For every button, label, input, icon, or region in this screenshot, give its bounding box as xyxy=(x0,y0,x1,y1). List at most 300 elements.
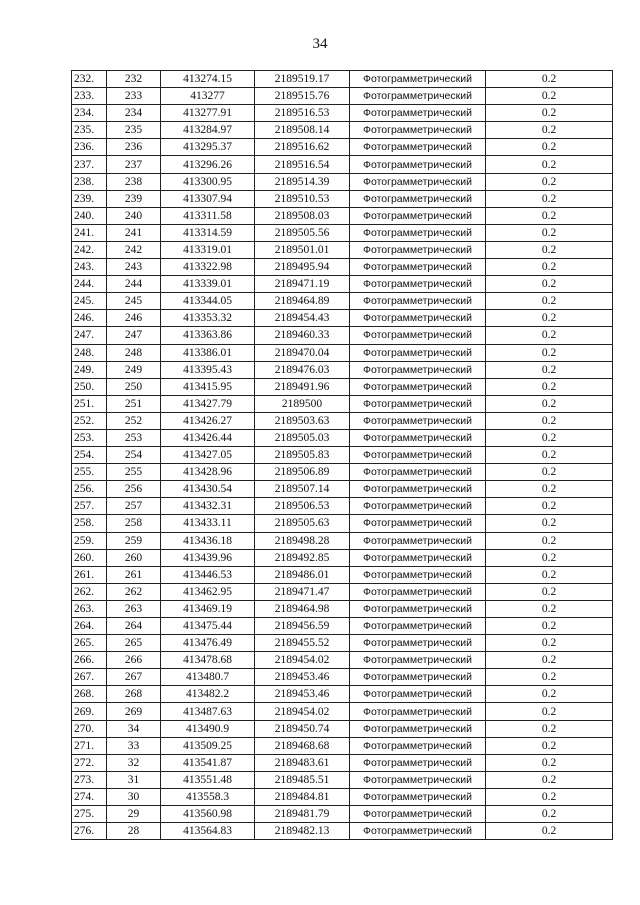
point-number-cell: 246 xyxy=(107,310,161,327)
table-row xyxy=(72,156,613,173)
point-number-cell: 234 xyxy=(107,105,161,122)
y-coordinate-cell: 2189453.46 xyxy=(255,669,350,686)
x-coordinate-cell: 413462.95 xyxy=(161,583,255,600)
table-row xyxy=(72,703,613,720)
y-coordinate-cell: 2189470.04 xyxy=(255,344,350,361)
y-coordinate-cell: 2189471.19 xyxy=(255,276,350,293)
accuracy-cell: 0.2 xyxy=(486,515,613,532)
x-coordinate-cell: 413490.9 xyxy=(161,720,255,737)
y-coordinate-cell: 2189506.53 xyxy=(255,498,350,515)
accuracy-cell: 0.2 xyxy=(486,618,613,635)
table-row xyxy=(72,549,613,566)
accuracy-cell: 0.2 xyxy=(486,635,613,652)
point-number-cell: 264 xyxy=(107,618,161,635)
table-row xyxy=(72,806,613,823)
accuracy-cell: 0.2 xyxy=(486,498,613,515)
point-number-cell: 260 xyxy=(107,549,161,566)
accuracy-cell: 0.2 xyxy=(486,395,613,412)
method-cell: Фотограмметрический xyxy=(350,156,486,173)
accuracy-cell: 0.2 xyxy=(486,737,613,754)
point-number-cell: 32 xyxy=(107,754,161,771)
row-index-cell: 252. xyxy=(72,412,107,429)
x-coordinate-cell: 413277 xyxy=(161,88,255,105)
y-coordinate-cell: 2189482.13 xyxy=(255,823,350,840)
y-coordinate-cell: 2189460.33 xyxy=(255,327,350,344)
row-index-cell: 255. xyxy=(72,464,107,481)
x-coordinate-cell: 413428.96 xyxy=(161,464,255,481)
point-number-cell: 253 xyxy=(107,429,161,446)
table-row xyxy=(72,276,613,293)
point-number-cell: 244 xyxy=(107,276,161,293)
method-cell: Фотограмметрический xyxy=(350,515,486,532)
y-coordinate-cell: 2189471.47 xyxy=(255,583,350,600)
method-cell: Фотограмметрический xyxy=(350,618,486,635)
accuracy-cell: 0.2 xyxy=(486,378,613,395)
point-number-cell: 243 xyxy=(107,259,161,276)
y-coordinate-cell: 2189505.63 xyxy=(255,515,350,532)
table-row xyxy=(72,327,613,344)
method-cell: Фотограмметрический xyxy=(350,259,486,276)
method-cell: Фотограмметрический xyxy=(350,669,486,686)
x-coordinate-cell: 413300.95 xyxy=(161,173,255,190)
accuracy-cell: 0.2 xyxy=(486,207,613,224)
y-coordinate-cell: 2189507.14 xyxy=(255,481,350,498)
row-index-cell: 262. xyxy=(72,583,107,600)
y-coordinate-cell: 2189486.01 xyxy=(255,566,350,583)
method-cell: Фотограмметрический xyxy=(350,139,486,156)
point-number-cell: 28 xyxy=(107,823,161,840)
x-coordinate-cell: 413482.2 xyxy=(161,686,255,703)
y-coordinate-cell: 2189454.02 xyxy=(255,652,350,669)
point-number-cell: 263 xyxy=(107,600,161,617)
row-index-cell: 273. xyxy=(72,771,107,788)
row-index-cell: 233. xyxy=(72,88,107,105)
table-row xyxy=(72,754,613,771)
method-cell: Фотограмметрический xyxy=(350,361,486,378)
row-index-cell: 258. xyxy=(72,515,107,532)
method-cell: Фотограмметрический xyxy=(350,88,486,105)
row-index-cell: 236. xyxy=(72,139,107,156)
row-index-cell: 265. xyxy=(72,635,107,652)
y-coordinate-cell: 2189516.62 xyxy=(255,139,350,156)
method-cell: Фотограмметрический xyxy=(350,754,486,771)
method-cell: Фотограмметрический xyxy=(350,224,486,241)
table-row xyxy=(72,139,613,156)
x-coordinate-cell: 413439.96 xyxy=(161,549,255,566)
row-index-cell: 266. xyxy=(72,652,107,669)
method-cell: Фотограмметрический xyxy=(350,464,486,481)
point-number-cell: 259 xyxy=(107,532,161,549)
point-number-cell: 30 xyxy=(107,788,161,805)
method-cell: Фотограмметрический xyxy=(350,600,486,617)
row-index-cell: 237. xyxy=(72,156,107,173)
row-index-cell: 243. xyxy=(72,259,107,276)
y-coordinate-cell: 2189483.61 xyxy=(255,754,350,771)
table-row xyxy=(72,173,613,190)
method-cell: Фотограмметрический xyxy=(350,276,486,293)
y-coordinate-cell: 2189468.68 xyxy=(255,737,350,754)
row-index-cell: 246. xyxy=(72,310,107,327)
table-row xyxy=(72,737,613,754)
accuracy-cell: 0.2 xyxy=(486,806,613,823)
y-coordinate-cell: 2189503.63 xyxy=(255,412,350,429)
method-cell: Фотограмметрический xyxy=(350,720,486,737)
method-cell: Фотограмметрический xyxy=(350,173,486,190)
y-coordinate-cell: 2189498.28 xyxy=(255,532,350,549)
row-index-cell: 263. xyxy=(72,600,107,617)
method-cell: Фотограмметрический xyxy=(350,344,486,361)
point-number-cell: 256 xyxy=(107,481,161,498)
method-cell: Фотограмметрический xyxy=(350,566,486,583)
method-cell: Фотограмметрический xyxy=(350,823,486,840)
method-cell: Фотограмметрический xyxy=(350,378,486,395)
x-coordinate-cell: 413560.98 xyxy=(161,806,255,823)
row-index-cell: 274. xyxy=(72,788,107,805)
point-number-cell: 247 xyxy=(107,327,161,344)
row-index-cell: 239. xyxy=(72,190,107,207)
method-cell: Фотограмметрический xyxy=(350,395,486,412)
table-row xyxy=(72,823,613,840)
accuracy-cell: 0.2 xyxy=(486,259,613,276)
table-row xyxy=(72,720,613,737)
x-coordinate-cell: 413432.31 xyxy=(161,498,255,515)
point-number-cell: 261 xyxy=(107,566,161,583)
method-cell: Фотограмметрический xyxy=(350,105,486,122)
accuracy-cell: 0.2 xyxy=(486,652,613,669)
point-number-cell: 239 xyxy=(107,190,161,207)
x-coordinate-cell: 413427.05 xyxy=(161,447,255,464)
table-row xyxy=(72,583,613,600)
x-coordinate-cell: 413296.26 xyxy=(161,156,255,173)
point-number-cell: 245 xyxy=(107,293,161,310)
method-cell: Фотограмметрический xyxy=(350,806,486,823)
row-index-cell: 272. xyxy=(72,754,107,771)
method-cell: Фотограмметрический xyxy=(350,686,486,703)
point-number-cell: 251 xyxy=(107,395,161,412)
table-row xyxy=(72,293,613,310)
y-coordinate-cell: 2189515.76 xyxy=(255,88,350,105)
y-coordinate-cell: 2189495.94 xyxy=(255,259,350,276)
point-number-cell: 248 xyxy=(107,344,161,361)
row-index-cell: 247. xyxy=(72,327,107,344)
y-coordinate-cell: 2189505.03 xyxy=(255,429,350,446)
accuracy-cell: 0.2 xyxy=(486,566,613,583)
accuracy-cell: 0.2 xyxy=(486,703,613,720)
y-coordinate-cell: 2189516.54 xyxy=(255,156,350,173)
x-coordinate-cell: 413446.53 xyxy=(161,566,255,583)
accuracy-cell: 0.2 xyxy=(486,122,613,139)
x-coordinate-cell: 413426.27 xyxy=(161,412,255,429)
row-index-cell: 269. xyxy=(72,703,107,720)
x-coordinate-cell: 413476.49 xyxy=(161,635,255,652)
y-coordinate-cell: 2189516.53 xyxy=(255,105,350,122)
table-row xyxy=(72,122,613,139)
method-cell: Фотограмметрический xyxy=(350,652,486,669)
accuracy-cell: 0.2 xyxy=(486,600,613,617)
row-index-cell: 257. xyxy=(72,498,107,515)
row-index-cell: 250. xyxy=(72,378,107,395)
x-coordinate-cell: 413344.05 xyxy=(161,293,255,310)
x-coordinate-cell: 413541.87 xyxy=(161,754,255,771)
accuracy-cell: 0.2 xyxy=(486,583,613,600)
table-row xyxy=(72,429,613,446)
table-row xyxy=(72,618,613,635)
table-row xyxy=(72,771,613,788)
method-cell: Фотограмметрический xyxy=(350,310,486,327)
table-row xyxy=(72,532,613,549)
accuracy-cell: 0.2 xyxy=(486,190,613,207)
x-coordinate-cell: 413475.44 xyxy=(161,618,255,635)
y-coordinate-cell: 2189456.59 xyxy=(255,618,350,635)
row-index-cell: 245. xyxy=(72,293,107,310)
point-number-cell: 242 xyxy=(107,241,161,258)
method-cell: Фотограмметрический xyxy=(350,293,486,310)
row-index-cell: 271. xyxy=(72,737,107,754)
point-number-cell: 265 xyxy=(107,635,161,652)
table-row xyxy=(72,515,613,532)
table-row xyxy=(72,88,613,105)
accuracy-cell: 0.2 xyxy=(486,720,613,737)
point-number-cell: 268 xyxy=(107,686,161,703)
method-cell: Фотограмметрический xyxy=(350,429,486,446)
point-number-cell: 266 xyxy=(107,652,161,669)
table-row xyxy=(72,481,613,498)
method-cell: Фотограмметрический xyxy=(350,532,486,549)
accuracy-cell: 0.2 xyxy=(486,88,613,105)
y-coordinate-cell: 2189450.74 xyxy=(255,720,350,737)
x-coordinate-cell: 413509.25 xyxy=(161,737,255,754)
accuracy-cell: 0.2 xyxy=(486,481,613,498)
point-number-cell: 29 xyxy=(107,806,161,823)
row-index-cell: 234. xyxy=(72,105,107,122)
accuracy-cell: 0.2 xyxy=(486,241,613,258)
point-number-cell: 269 xyxy=(107,703,161,720)
x-coordinate-cell: 413311.58 xyxy=(161,207,255,224)
accuracy-cell: 0.2 xyxy=(486,686,613,703)
point-number-cell: 262 xyxy=(107,583,161,600)
table-row xyxy=(72,686,613,703)
accuracy-cell: 0.2 xyxy=(486,361,613,378)
method-cell: Фотограмметрический xyxy=(350,635,486,652)
method-cell: Фотограмметрический xyxy=(350,583,486,600)
accuracy-cell: 0.2 xyxy=(486,310,613,327)
y-coordinate-cell: 2189514.39 xyxy=(255,173,350,190)
method-cell: Фотограмметрический xyxy=(350,412,486,429)
point-number-cell: 33 xyxy=(107,737,161,754)
y-coordinate-cell: 2189455.52 xyxy=(255,635,350,652)
method-cell: Фотограмметрический xyxy=(350,549,486,566)
row-index-cell: 248. xyxy=(72,344,107,361)
table-row xyxy=(72,361,613,378)
accuracy-cell: 0.2 xyxy=(486,823,613,840)
accuracy-cell: 0.2 xyxy=(486,344,613,361)
y-coordinate-cell: 2189453.46 xyxy=(255,686,350,703)
row-index-cell: 238. xyxy=(72,173,107,190)
method-cell: Фотограмметрический xyxy=(350,241,486,258)
table-row xyxy=(72,669,613,686)
row-index-cell: 242. xyxy=(72,241,107,258)
row-index-cell: 268. xyxy=(72,686,107,703)
coordinates-table xyxy=(71,70,613,840)
y-coordinate-cell: 2189501.01 xyxy=(255,241,350,258)
table-row xyxy=(72,447,613,464)
accuracy-cell: 0.2 xyxy=(486,788,613,805)
point-number-cell: 254 xyxy=(107,447,161,464)
accuracy-cell: 0.2 xyxy=(486,532,613,549)
x-coordinate-cell: 413551.48 xyxy=(161,771,255,788)
table-row xyxy=(72,395,613,412)
point-number-cell: 237 xyxy=(107,156,161,173)
accuracy-cell: 0.2 xyxy=(486,549,613,566)
method-cell: Фотограмметрический xyxy=(350,207,486,224)
x-coordinate-cell: 413314.59 xyxy=(161,224,255,241)
y-coordinate-cell: 2189454.02 xyxy=(255,703,350,720)
method-cell: Фотограмметрический xyxy=(350,327,486,344)
row-index-cell: 254. xyxy=(72,447,107,464)
point-number-cell: 255 xyxy=(107,464,161,481)
y-coordinate-cell: 2189464.98 xyxy=(255,600,350,617)
accuracy-cell: 0.2 xyxy=(486,669,613,686)
method-cell: Фотограмметрический xyxy=(350,498,486,515)
row-index-cell: 235. xyxy=(72,122,107,139)
point-number-cell: 238 xyxy=(107,173,161,190)
row-index-cell: 253. xyxy=(72,429,107,446)
table-row xyxy=(72,259,613,276)
point-number-cell: 258 xyxy=(107,515,161,532)
method-cell: Фотограмметрический xyxy=(350,788,486,805)
table-row xyxy=(72,600,613,617)
y-coordinate-cell: 2189464.89 xyxy=(255,293,350,310)
point-number-cell: 249 xyxy=(107,361,161,378)
table-row xyxy=(72,105,613,122)
y-coordinate-cell: 2189454.43 xyxy=(255,310,350,327)
table-row xyxy=(72,498,613,515)
y-coordinate-cell: 2189508.14 xyxy=(255,122,350,139)
accuracy-cell: 0.2 xyxy=(486,276,613,293)
row-index-cell: 232. xyxy=(72,71,107,88)
row-index-cell: 244. xyxy=(72,276,107,293)
page-number: 34 xyxy=(312,36,328,52)
y-coordinate-cell: 2189519.17 xyxy=(255,71,350,88)
y-coordinate-cell: 2189476.03 xyxy=(255,361,350,378)
point-number-cell: 233 xyxy=(107,88,161,105)
point-number-cell: 267 xyxy=(107,669,161,686)
x-coordinate-cell: 413430.54 xyxy=(161,481,255,498)
method-cell: Фотограмметрический xyxy=(350,190,486,207)
x-coordinate-cell: 413284.97 xyxy=(161,122,255,139)
x-coordinate-cell: 413427.79 xyxy=(161,395,255,412)
row-index-cell: 261. xyxy=(72,566,107,583)
accuracy-cell: 0.2 xyxy=(486,71,613,88)
x-coordinate-cell: 413295.37 xyxy=(161,139,255,156)
y-coordinate-cell: 2189491.96 xyxy=(255,378,350,395)
table-row xyxy=(72,190,613,207)
x-coordinate-cell: 413363.86 xyxy=(161,327,255,344)
table-row xyxy=(72,566,613,583)
accuracy-cell: 0.2 xyxy=(486,173,613,190)
accuracy-cell: 0.2 xyxy=(486,429,613,446)
x-coordinate-cell: 413277.91 xyxy=(161,105,255,122)
table-row xyxy=(72,310,613,327)
accuracy-cell: 0.2 xyxy=(486,771,613,788)
table-row xyxy=(72,788,613,805)
table-body xyxy=(72,71,613,840)
x-coordinate-cell: 413395.43 xyxy=(161,361,255,378)
y-coordinate-cell: 2189484.81 xyxy=(255,788,350,805)
y-coordinate-cell: 2189485.51 xyxy=(255,771,350,788)
x-coordinate-cell: 413469.19 xyxy=(161,600,255,617)
row-index-cell: 259. xyxy=(72,532,107,549)
table-row xyxy=(72,412,613,429)
y-coordinate-cell: 2189492.85 xyxy=(255,549,350,566)
method-cell: Фотограмметрический xyxy=(350,122,486,139)
table-row xyxy=(72,344,613,361)
x-coordinate-cell: 413433.11 xyxy=(161,515,255,532)
point-number-cell: 236 xyxy=(107,139,161,156)
table-row xyxy=(72,464,613,481)
x-coordinate-cell: 413558.3 xyxy=(161,788,255,805)
accuracy-cell: 0.2 xyxy=(486,327,613,344)
point-number-cell: 257 xyxy=(107,498,161,515)
accuracy-cell: 0.2 xyxy=(486,293,613,310)
point-number-cell: 241 xyxy=(107,224,161,241)
row-index-cell: 264. xyxy=(72,618,107,635)
accuracy-cell: 0.2 xyxy=(486,464,613,481)
row-index-cell: 249. xyxy=(72,361,107,378)
x-coordinate-cell: 413386.01 xyxy=(161,344,255,361)
row-index-cell: 256. xyxy=(72,481,107,498)
y-coordinate-cell: 2189505.56 xyxy=(255,224,350,241)
table-row xyxy=(72,224,613,241)
table-row xyxy=(72,241,613,258)
x-coordinate-cell: 413322.98 xyxy=(161,259,255,276)
accuracy-cell: 0.2 xyxy=(486,447,613,464)
row-index-cell: 270. xyxy=(72,720,107,737)
accuracy-cell: 0.2 xyxy=(486,754,613,771)
table-row xyxy=(72,378,613,395)
y-coordinate-cell: 2189500 xyxy=(255,395,350,412)
row-index-cell: 267. xyxy=(72,669,107,686)
accuracy-cell: 0.2 xyxy=(486,156,613,173)
table-row xyxy=(72,635,613,652)
method-cell: Фотограмметрический xyxy=(350,771,486,788)
method-cell: Фотограмметрический xyxy=(350,703,486,720)
method-cell: Фотограмметрический xyxy=(350,481,486,498)
x-coordinate-cell: 413436.18 xyxy=(161,532,255,549)
row-index-cell: 260. xyxy=(72,549,107,566)
accuracy-cell: 0.2 xyxy=(486,224,613,241)
y-coordinate-cell: 2189510.53 xyxy=(255,190,350,207)
row-index-cell: 276. xyxy=(72,823,107,840)
x-coordinate-cell: 413274.15 xyxy=(161,71,255,88)
point-number-cell: 31 xyxy=(107,771,161,788)
method-cell: Фотограмметрический xyxy=(350,737,486,754)
point-number-cell: 250 xyxy=(107,378,161,395)
x-coordinate-cell: 413480.7 xyxy=(161,669,255,686)
x-coordinate-cell: 413353.32 xyxy=(161,310,255,327)
point-number-cell: 232 xyxy=(107,71,161,88)
point-number-cell: 235 xyxy=(107,122,161,139)
row-index-cell: 241. xyxy=(72,224,107,241)
accuracy-cell: 0.2 xyxy=(486,139,613,156)
table-row xyxy=(72,207,613,224)
accuracy-cell: 0.2 xyxy=(486,412,613,429)
accuracy-cell: 0.2 xyxy=(486,105,613,122)
x-coordinate-cell: 413339.01 xyxy=(161,276,255,293)
x-coordinate-cell: 413319.01 xyxy=(161,241,255,258)
row-index-cell: 251. xyxy=(72,395,107,412)
x-coordinate-cell: 413478.68 xyxy=(161,652,255,669)
